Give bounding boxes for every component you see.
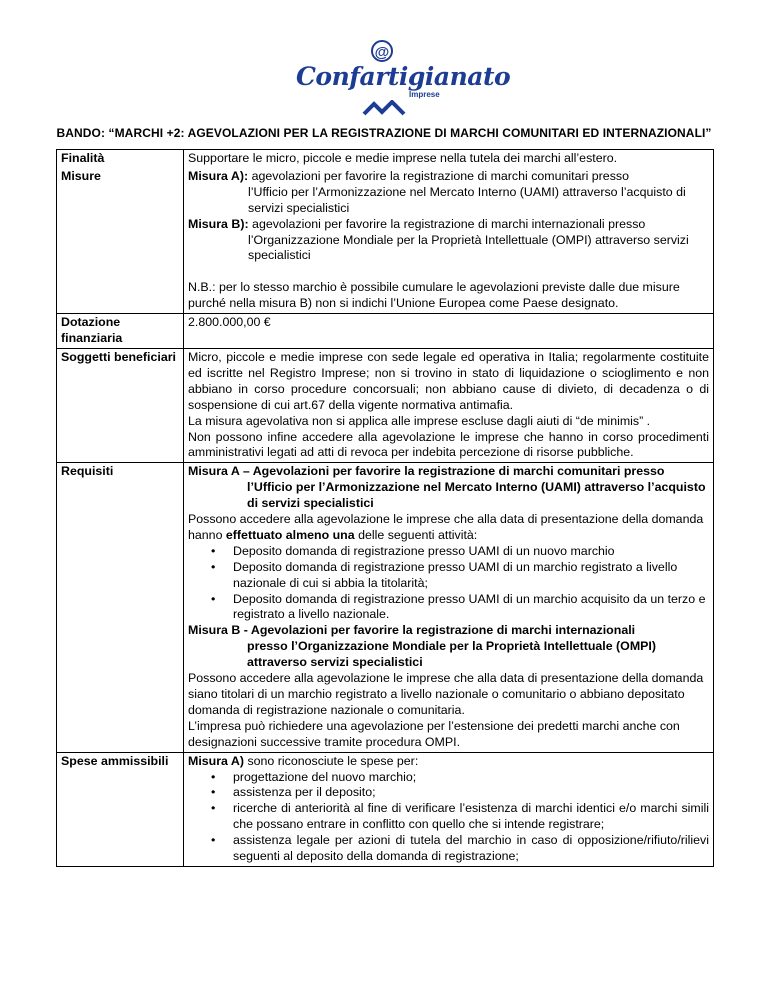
table-row-finalita (57, 150, 714, 168)
intro-bold: effettuato almeno una (225, 527, 355, 542)
spese-lead: Misura A) (188, 753, 244, 768)
row-label: Finalità (57, 150, 184, 168)
misura-a-cont: l’Ufficio per l’Armonizzazione nel Mercato Interno (UAMI) attraverso l’acquisto di servizi specialistici (248, 184, 686, 215)
soggetti-p1: Micro, piccole e medie imprese con sede legale ed operativa in Italia; regolarmente costituite ed iscritte nel Registro Imprese; non si trovino in stato di liquidazione o scioglimento e non abbiano in corso procedure concorsuali; non abbiano cause di divieto, di decadenza o di sospensione di cui art.67 della vigente normativa antimafia. (188, 349, 709, 412)
logo-brand-text: Confartigianato (296, 62, 511, 91)
bando-table (56, 149, 714, 867)
table-row-dotazione (57, 314, 714, 349)
list-item: • ricerche di anteriorità al fine di verificare l’esistenza di marchi identici e/o marchi simili che possano entrare in conflitto con quello che si intende registrare; (188, 801, 709, 833)
intro-text: Possono accedere alla agevolazione le imprese che alla data di presentazione della domanda hanno (188, 512, 704, 542)
table-row-requisiti (57, 463, 714, 752)
misura-b-lead: Misura B): (188, 216, 249, 231)
list-item: • Deposito domanda di registrazione presso UAMI di un marchio acquisito da un terzo e registrato a livello nazionale. (188, 592, 709, 624)
at-sign-icon: @ (371, 40, 393, 62)
row-label: Soggetti beneficiari (57, 348, 184, 462)
misura-a-text: agevolazioni per favorire la registrazione di marchi comunitari presso (251, 168, 629, 183)
heading-cont: l’Ufficio per l’Armonizzazione nel Mercato Interno (UAMI) attraverso l’acquisto di servizi specialistici (247, 480, 706, 511)
table-row-soggetti (57, 348, 714, 462)
row-label: Requisiti (57, 463, 184, 752)
row-value: 2.800.000,00 € (184, 314, 714, 349)
row-value (184, 168, 714, 314)
row-value (184, 463, 714, 752)
row-value (184, 348, 714, 462)
misura-a-list (188, 544, 709, 624)
table-row-spese (57, 752, 714, 866)
row-label: Misure (57, 168, 184, 314)
logo-wave-icon (362, 100, 406, 116)
logo-sub-text: Imprese (409, 90, 440, 99)
spese-list (188, 770, 709, 865)
row-value (184, 752, 714, 866)
misura-b-text: agevolazioni per favorire la registrazione di marchi internazionali presso (252, 216, 646, 231)
misura-b-cont: l’Organizzazione Mondiale per la Proprietà Intellettuale (OMPI) attraverso servizi specialistici (248, 232, 689, 263)
list-item: • progettazione del nuovo marchio; (188, 770, 709, 786)
misura-a-lead: Misura A): (188, 168, 249, 183)
confartigianato-logo (296, 40, 511, 118)
misura-a-heading (188, 464, 709, 512)
heading-line: Misura A – Agevolazioni per favorire la registrazione di marchi comunitari presso (188, 464, 665, 479)
list-item: • assistenza per il deposito; (188, 785, 709, 801)
misura-b-p2: L’impresa può richiedere una agevolazione per l’estensione dei predetti marchi anche con designazioni successive tramite procedura OMPI. (188, 718, 680, 749)
intro-text-end: delle seguenti attività: (354, 527, 478, 542)
row-label: Dotazione finanziaria (57, 314, 184, 349)
page-title: BANDO: “MARCHI +2: AGEVOLAZIONI PER LA REGISTRAZIONE DI MARCHI COMUNITARI ED INTERNAZIONALI” (56, 126, 712, 140)
row-value: Supportare le micro, piccole e medie imprese nella tutela dei marchi all’estero. (184, 150, 714, 168)
spese-intro (188, 754, 709, 770)
list-item: • assistenza legale per azioni di tutela del marchio in caso di opposizione/rifiuto/rilievi seguenti al deposito della domanda di registrazione; (188, 833, 709, 865)
list-item: • Deposito domanda di registrazione presso UAMI di un marchio registrato a livello nazionale di cui si abbia la titolarità; (188, 560, 709, 592)
list-item: • Deposito domanda di registrazione presso UAMI di un nuovo marchio (188, 544, 709, 560)
misura-a-intro (188, 512, 709, 544)
soggetti-p3: Non possono infine accedere alla agevolazione le imprese che hanno in corso procedimenti amministrativi legati ad atti di revoca per indebita percezione di risorse pubbliche. (188, 429, 709, 460)
spese-intro-text: sono riconosciute le spese per: (244, 753, 419, 768)
misura-b-heading (188, 623, 709, 671)
heading-cont: presso l’Organizzazione Mondiale per la Proprietà Intellettuale (OMPI) attraverso servizi specialistici (247, 639, 656, 670)
row-label: Spese ammissibili (57, 752, 184, 866)
heading-line: Misura B - Agevolazioni per favorire la registrazione di marchi internazionali (188, 623, 636, 638)
soggetti-p2: La misura agevolativa non si applica alle imprese escluse dagli aiuti di “de minimis” . (188, 413, 651, 428)
note-nb: N.B.: per lo stesso marchio è possibile cumulare le agevolazioni previste dalle due misure purché nella misura B) non si indichi l’Unione Europea come Paese designato. (188, 280, 680, 311)
table-row-misure (57, 168, 714, 314)
misura-b-p1: Possono accedere alla agevolazione le imprese che alla data di presentazione della domanda siano titolari di un marchio registrato a livello nazionale o comunitario o abbiano depositato domanda di registrazione nazionale o comunitaria. (188, 671, 704, 717)
